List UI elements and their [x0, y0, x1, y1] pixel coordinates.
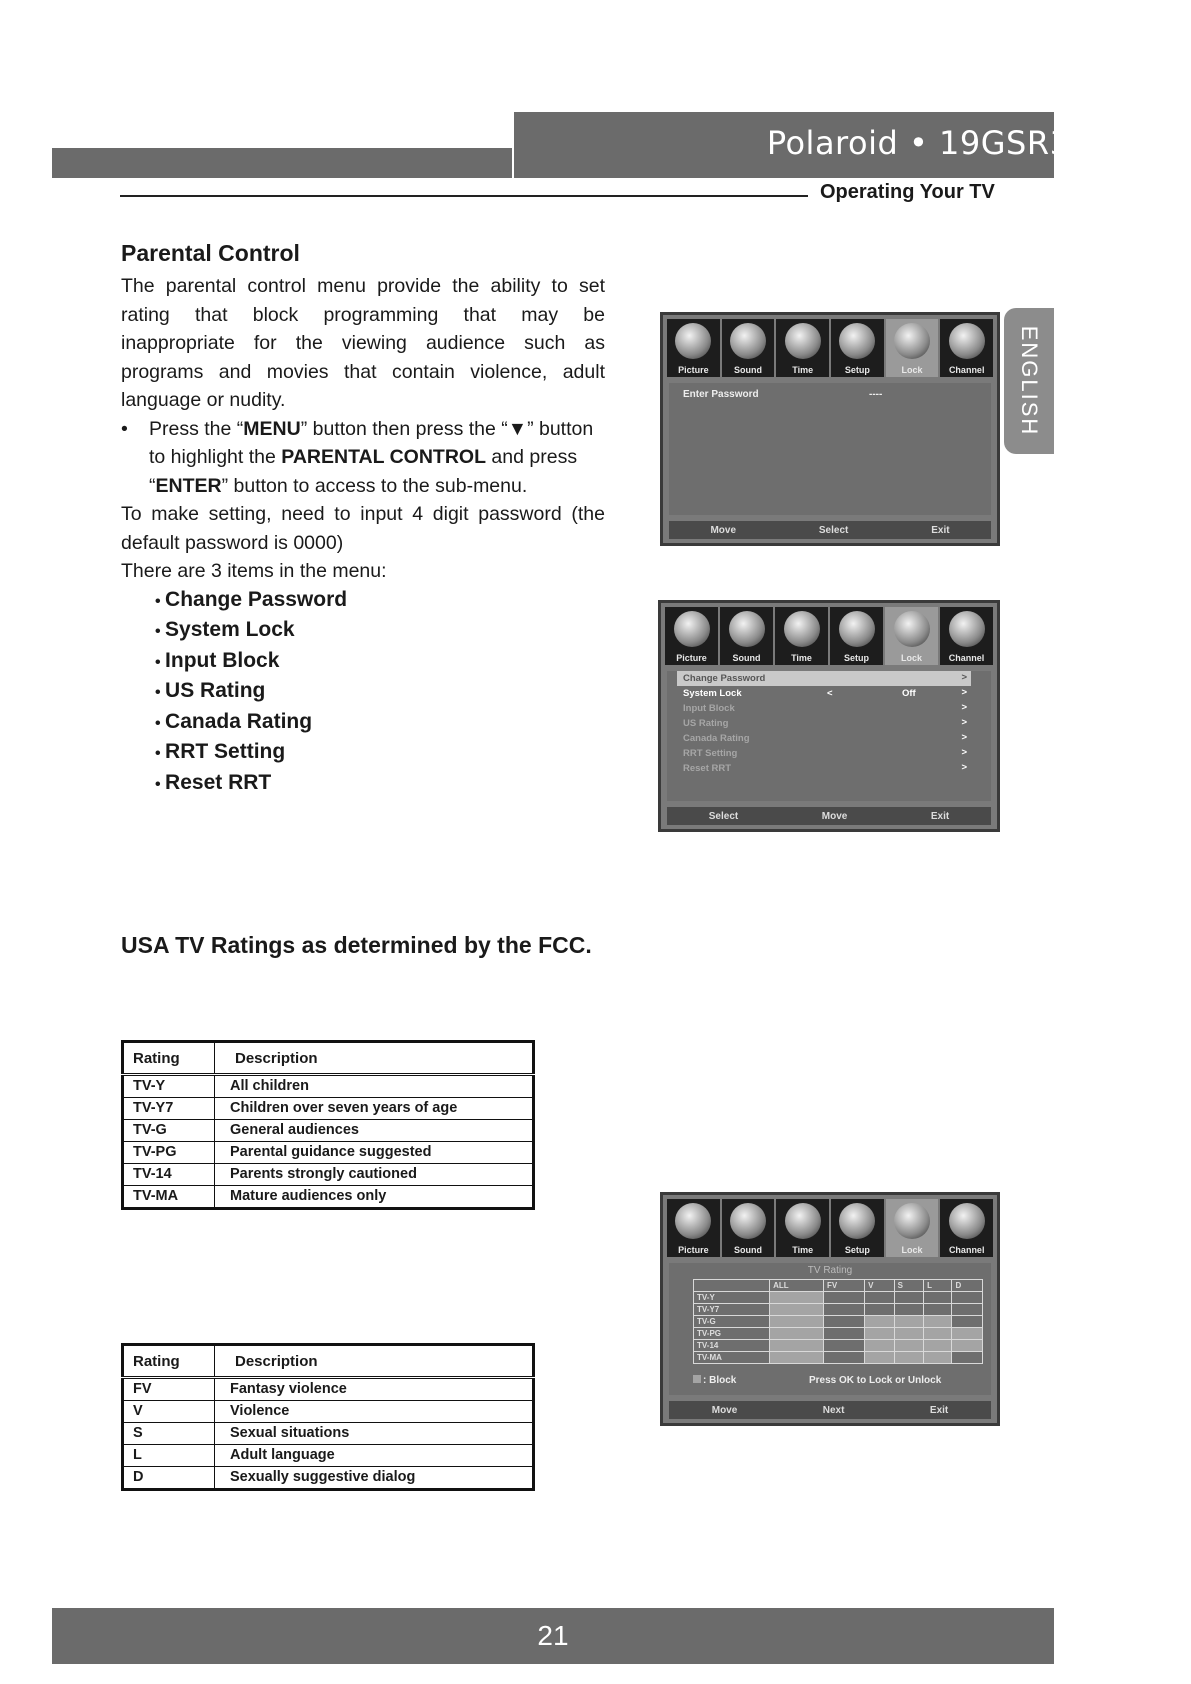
menu-items-list [121, 586, 605, 800]
list-item: • System Lock [155, 616, 605, 647]
screen-footer: Move Select Exit [669, 521, 991, 539]
block-swatch [693, 1375, 701, 1383]
section-label: Operating Your TV [820, 181, 995, 203]
list-item: • Input Block [155, 647, 605, 678]
parental-body [121, 272, 605, 799]
list-item: • RRT Setting [155, 738, 605, 769]
table-row: TV-Y7 Children over seven years of age [123, 1098, 534, 1120]
table-header-row: Rating Description [123, 1345, 534, 1378]
table-row: TV-Y All children [123, 1075, 534, 1098]
time-icon: Time [776, 1199, 829, 1257]
password-note: To make setting, need to input 4 digit password (the default password is 0000) [121, 503, 605, 554]
password-prompt: Enter Password [683, 389, 759, 400]
picture-icon: Picture [665, 607, 718, 665]
setup-icon: Setup [831, 1199, 884, 1257]
table-row: S Sexual situations [123, 1423, 534, 1445]
menu-row: System Lock < Off > [683, 687, 967, 699]
items-intro: There are 3 items in the menu: [121, 560, 387, 582]
menu-row: Canada Rating > [683, 732, 967, 744]
tv-rating-table [121, 1040, 535, 1210]
picture-icon: Picture [667, 1199, 720, 1257]
table-row: TV-G General audiences [123, 1120, 534, 1142]
lock-icon: Lock [886, 1199, 939, 1257]
brand-title: Polaroid • 19GSR3000 [766, 124, 1133, 162]
lock-icon: Lock [885, 607, 938, 665]
screen-panel [667, 671, 991, 801]
menu-row: Reset RRT > [683, 762, 967, 774]
table-row: TV-PG Parental guidance suggested [123, 1142, 534, 1164]
setup-icon: Setup [831, 319, 884, 377]
table-header-row: Rating Description [123, 1042, 534, 1075]
intro-paragraph: The parental control menu provide the ability to set rating that block programming that may be inappropriate for the viewing audience such as programs and movies that contain violence, adult language or nudity. [121, 275, 605, 411]
list-item: • Reset RRT [155, 769, 605, 800]
channel-icon: Channel [940, 319, 993, 377]
menu-row: Change Password > [677, 671, 971, 686]
list-item: • US Rating [155, 677, 605, 708]
channel-icon: Channel [940, 607, 993, 665]
instruction-step: • Press the “MENU” button then press the “▼” button to highlight the PARENTAL CONTROL and press “ENTER” button to access to the sub-menu. [121, 417, 594, 497]
usa-ratings-heading: USA TV Ratings as determined by the FCC. [121, 932, 592, 958]
block-legend: : Block [693, 1375, 736, 1386]
menu-icon-bar [667, 1199, 993, 1257]
table-row: D Sexually suggestive dialog [123, 1467, 534, 1490]
sound-icon: Sound [722, 319, 775, 377]
language-tab: ENGLISH [1004, 308, 1054, 454]
channel-icon: Channel [940, 1199, 993, 1257]
section-rule [120, 195, 808, 197]
tv-screen-rating-grid [660, 1192, 1000, 1426]
parental-heading: Parental Control [121, 240, 300, 266]
menu-icon-bar [667, 319, 993, 377]
content-rating-table [121, 1343, 535, 1491]
time-icon: Time [776, 319, 829, 377]
tv-screen-lock-menu [658, 600, 1000, 832]
screen-panel [669, 1263, 991, 1395]
time-icon: Time [775, 607, 828, 665]
table-row: TV-MA Mature audiences only [123, 1186, 534, 1209]
sound-icon: Sound [720, 607, 773, 665]
table-row: FV Fantasy violence [123, 1378, 534, 1401]
menu-row: US Rating > [683, 717, 967, 729]
lock-icon: Lock [886, 319, 939, 377]
password-dashes: ---- [869, 389, 883, 400]
page-number: 21 [537, 1620, 569, 1651]
screen-footer: Move Next Exit [669, 1401, 991, 1419]
tv-screen-password [660, 312, 1000, 546]
table-row: L Adult language [123, 1445, 534, 1467]
header-bar-left [52, 148, 512, 178]
page-footer [52, 1608, 1054, 1664]
rating-grid: ALL FV V S L D TV-Y TV-Y7 TV-G TV-PG TV-14 TV-MA [693, 1279, 983, 1364]
screen-panel [669, 383, 991, 515]
table-row: TV-14 Parents strongly cautioned [123, 1164, 534, 1186]
menu-row: Input Block > [683, 702, 967, 714]
list-item: • Change Password [155, 586, 605, 617]
rating-grid-title: TV Rating [807, 1265, 853, 1276]
list-item: • Canada Rating [155, 708, 605, 739]
lock-hint: Press OK to Lock or Unlock [809, 1375, 942, 1386]
menu-row: RRT Setting > [683, 747, 967, 759]
setup-icon: Setup [830, 607, 883, 665]
sound-icon: Sound [722, 1199, 775, 1257]
screen-footer: Select Move Exit [667, 807, 991, 825]
menu-icon-bar [665, 607, 993, 665]
picture-icon: Picture [667, 319, 720, 377]
table-row: V Violence [123, 1401, 534, 1423]
